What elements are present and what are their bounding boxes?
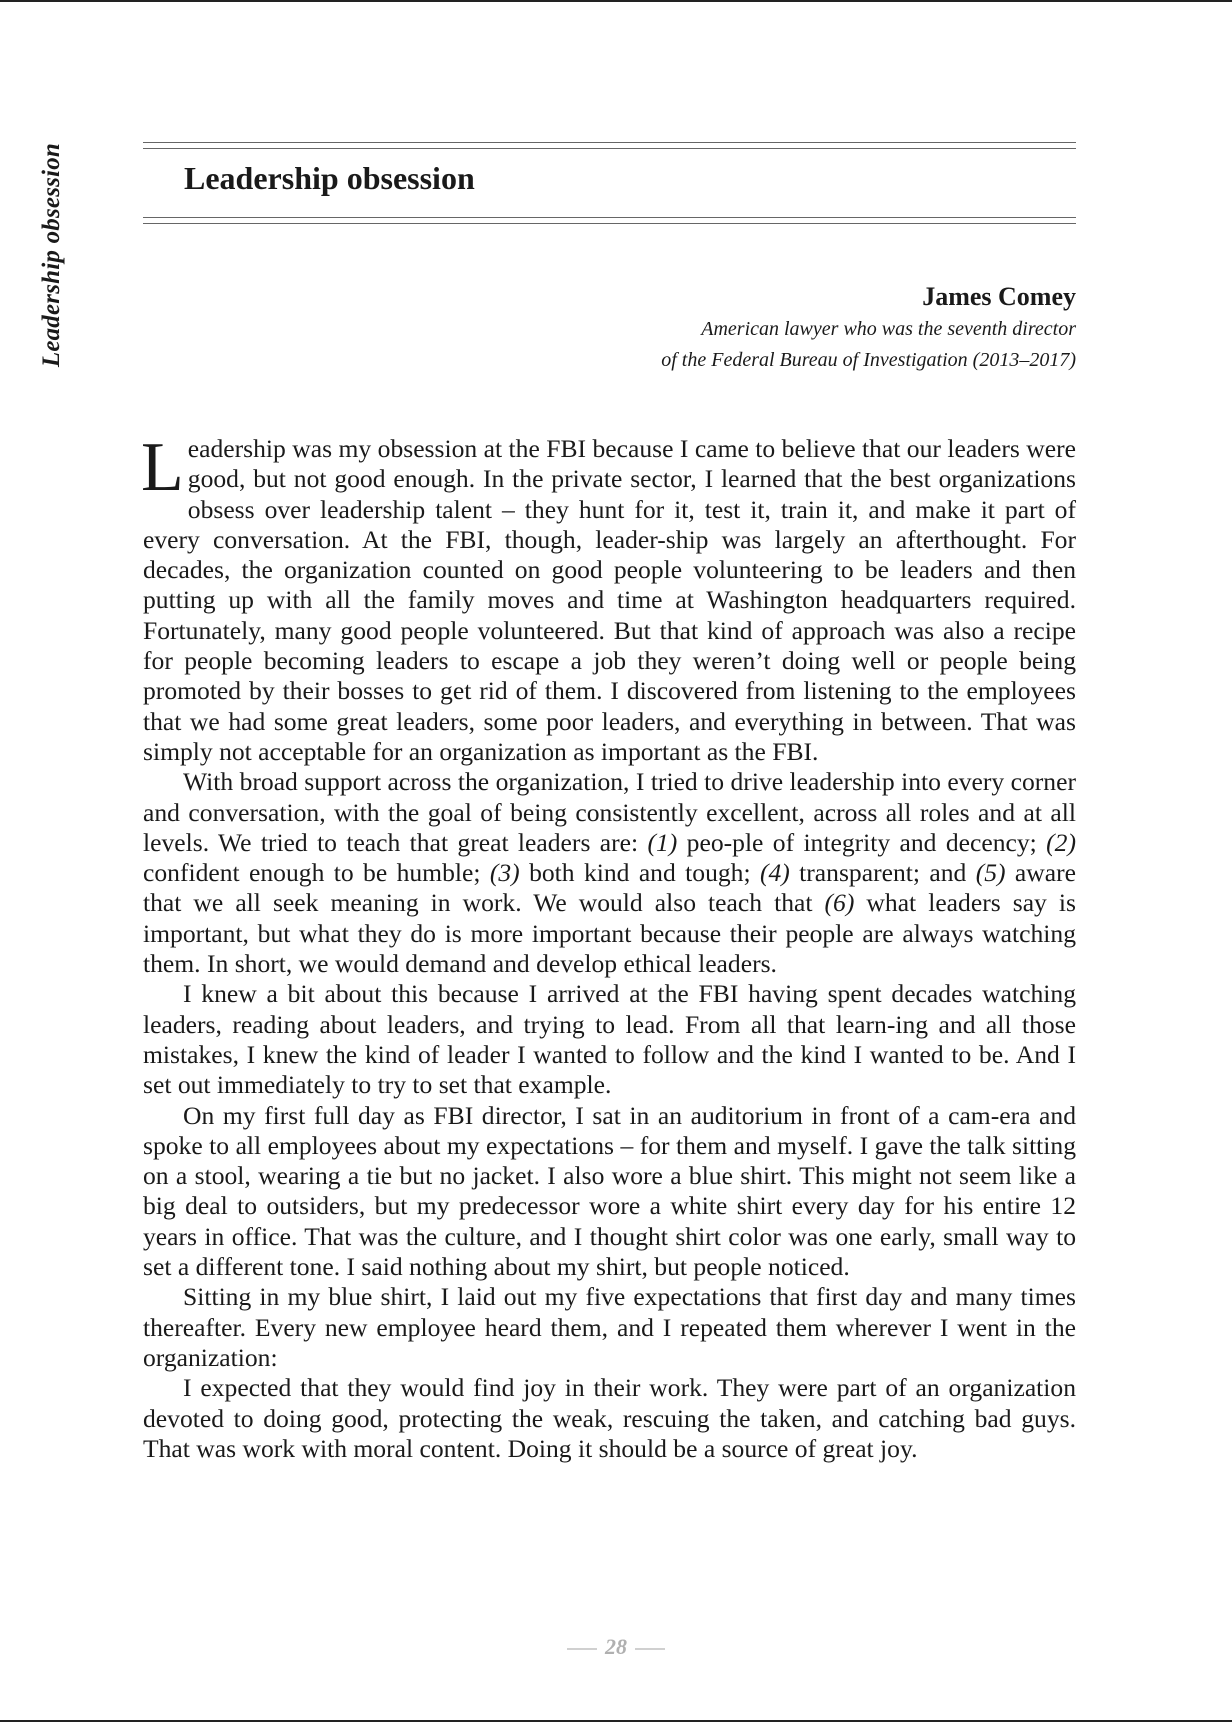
running-head: Leadership obsession	[38, 143, 65, 368]
drop-cap: L	[141, 429, 184, 506]
attribution	[661, 280, 1076, 376]
author-name: James Comey	[922, 282, 1076, 311]
paragraph-2-text-c: confident enough to be humble;	[143, 858, 490, 888]
page-number-dash-right	[635, 1648, 665, 1650]
body-text	[141, 429, 1077, 1464]
paragraph-6: I expected that they would find joy in their work. They were part of an organization devoted to doing good, protecting the weak, rescuing the taken, and catching bad guys. That was work with moral content. Doing it should be a source of great joy.	[143, 1373, 1076, 1463]
page-number-dash-left	[567, 1648, 597, 1650]
paragraph-2-text-b: peo-ple of integrity and decency;	[677, 827, 1047, 857]
list-number-6: (6)	[824, 888, 855, 918]
title-rule-bottom	[143, 217, 1076, 224]
list-number-1: (1)	[647, 827, 678, 857]
author-description-line2: of the Federal Bureau of Investigation (2013–2017)	[661, 349, 1076, 371]
paragraph-2-text-d: both kind and tough;	[519, 858, 760, 888]
paragraph-2-text-e: transparent; and	[789, 858, 976, 888]
page-number	[0, 1634, 1232, 1660]
paragraph-4: On my first full day as FBI director, I sat in an auditorium in front of a cam-era and spoke to all employees about my expectations – for them and myself. I gave the talk sitting on a stool, wearing a tie but no jacket. I also wore a blue shirt. This might not seem like a big deal to outsiders, but my predecessor wore a white shirt every day for his entire 12 years in office. That was the culture, and I thought shirt color was one early, small way to set a different tone. I said nothing about my shirt, but people noticed.	[143, 1100, 1076, 1282]
paragraph-1	[141, 429, 1076, 767]
list-number-3: (3)	[489, 858, 520, 888]
paragraph-2-text-f: aware that we all seek meaning in work. We would also teach that	[143, 858, 1077, 918]
author-description-line1: American lawyer who was the seventh director	[701, 318, 1076, 340]
title-rule-top	[143, 142, 1076, 149]
paragraph-2-text-g: what leaders say is important, but what they do is more important because their people are always watching them. In short, we would demand and develop ethical leaders.	[143, 888, 1076, 979]
page-top-border	[0, 0, 1232, 2]
chapter-title: Leadership obsession	[184, 160, 475, 196]
list-number-2: (2)	[1046, 827, 1076, 857]
paragraph-1-text: eadership was my obsession at the FBI because I came to believe that our leaders were good, but not good enough. In the private sector, I learned that the best organizations obsess over leadership talent – they hunt for it, test it, train it, and make it part of every conversation. At the FBI, though, leader-ship was largely an afterthought. For decades, the organization counted on good people volunteering to be leaders and then putting up with all the family moves and time at Washington headquarters required. Fortunately, many good people volunteered. But that kind of approach was also a recipe for people becoming leaders to escape a job they weren’t doing well or people being promoted by their bosses to get rid of them. I discovered from listening to the employees that we had some great leaders, some poor leaders, and everything in between. That was simply not acceptable for an organization as important as the FBI.	[143, 434, 1076, 766]
paragraph-5: Sitting in my blue shirt, I laid out my five expectations that first day and many times thereafter. Every new employee heard them, and I repeated them wherever I went in the organization:	[143, 1282, 1076, 1372]
paragraph-3: I knew a bit about this because I arrived at the FBI having spent decades watching leaders, reading about leaders, and trying to lead. From all that learn-ing and all those mistakes, I knew the kind of leader I wanted to follow and the kind I wanted to be. And I set out immediately to try to set that example.	[143, 979, 1076, 1100]
paragraph-2-text-a: With broad support across the organization, I tried to drive leadership into every corner and conversation, with the goal of being consistently excellent, across all roles and at all levels. We tried to teach that great leaders are:	[143, 767, 1076, 857]
list-number-5: (5)	[975, 858, 1006, 888]
page-number-value: 28	[605, 1634, 627, 1659]
list-number-4: (4)	[759, 858, 790, 888]
paragraph-2	[143, 767, 1076, 979]
